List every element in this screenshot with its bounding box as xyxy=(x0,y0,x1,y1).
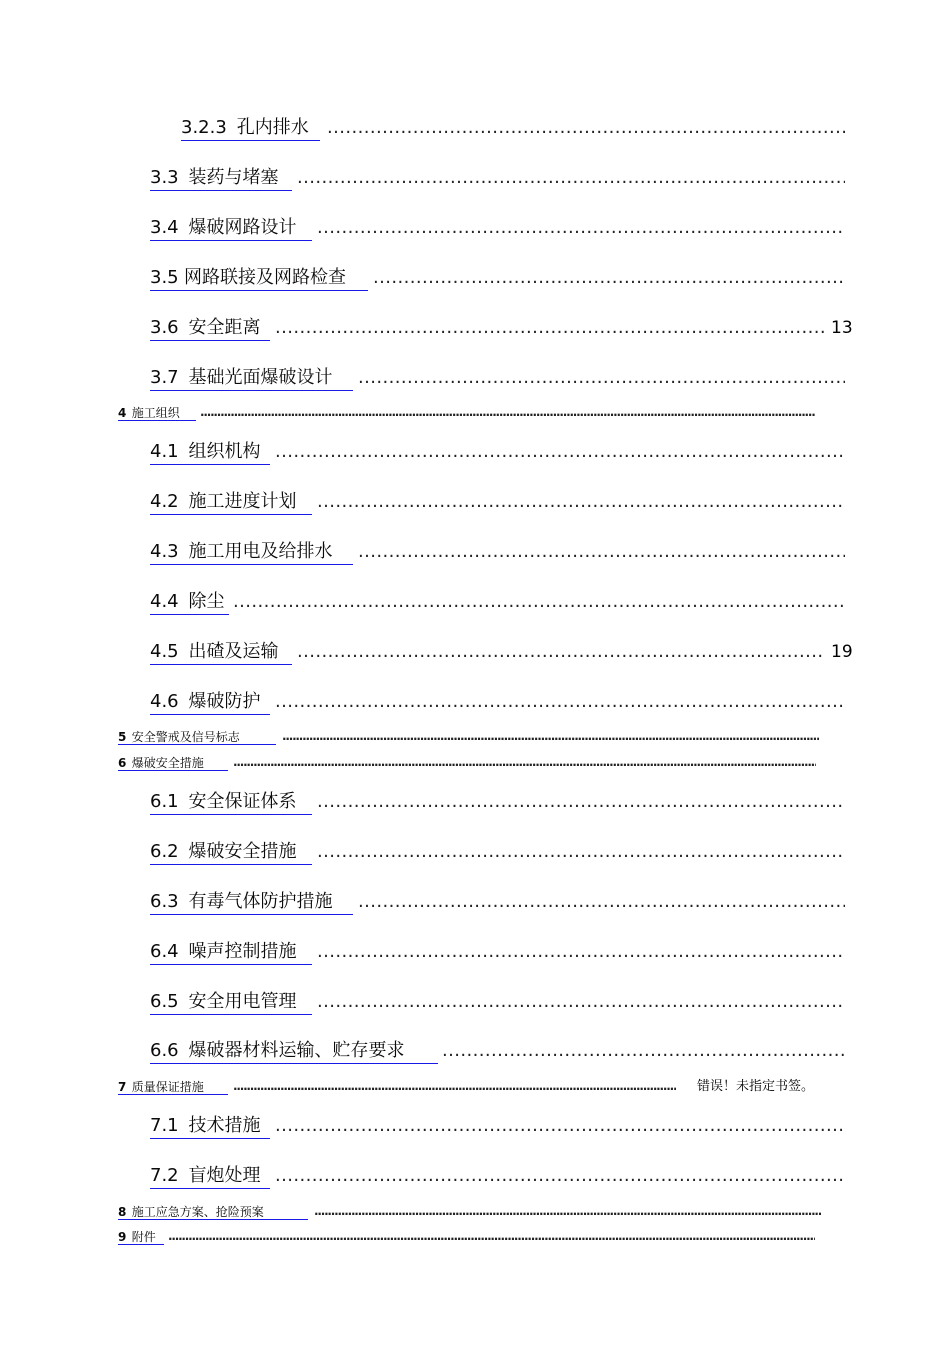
toc-link[interactable] xyxy=(150,269,368,291)
toc-leader xyxy=(297,169,845,187)
toc-title: 出碴及运输 xyxy=(188,641,279,662)
toc-link[interactable] xyxy=(150,319,270,341)
toc-title: 有毒气体防护措施 xyxy=(188,891,333,912)
toc-leader xyxy=(314,1205,821,1217)
toc-title: 施工组织 xyxy=(131,406,180,420)
toc-leader xyxy=(275,693,845,711)
toc-number: 4.1 xyxy=(150,441,179,462)
toc-page-error: 错误！未指定书签。 xyxy=(697,1079,815,1094)
toc-leader xyxy=(275,443,845,461)
toc-leader xyxy=(168,1230,815,1242)
toc-link[interactable] xyxy=(118,1206,308,1220)
toc-leader xyxy=(275,1167,845,1185)
toc-link[interactable] xyxy=(150,1117,270,1139)
toc-title: 孔内排水 xyxy=(236,117,309,138)
toc-number: 6.5 xyxy=(150,991,179,1012)
toc-number: 3.5 xyxy=(150,267,179,288)
toc-leader xyxy=(442,1042,845,1060)
toc-title: 基础光面爆破设计 xyxy=(188,367,333,388)
toc-title: 爆破安全措施 xyxy=(188,841,297,862)
toc-number: 6.6 xyxy=(150,1040,179,1061)
toc-link[interactable] xyxy=(150,369,353,391)
toc-number: 6 xyxy=(118,756,127,770)
toc-number: 7 xyxy=(118,1080,127,1094)
toc-link[interactable] xyxy=(150,543,353,565)
toc-leader xyxy=(373,269,843,287)
toc-number: 4.6 xyxy=(150,691,179,712)
toc-number: 6.3 xyxy=(150,891,179,912)
toc-link[interactable] xyxy=(150,593,229,615)
toc-number: 7.2 xyxy=(150,1165,179,1186)
toc-leader xyxy=(200,406,815,418)
toc-link[interactable] xyxy=(150,693,270,715)
toc-leader xyxy=(358,543,845,561)
toc-title: 质量保证措施 xyxy=(131,1080,204,1094)
toc-leader xyxy=(275,319,825,337)
toc-link[interactable] xyxy=(181,119,320,141)
toc-link[interactable] xyxy=(150,643,292,665)
toc-title: 噪声控制措施 xyxy=(188,941,297,962)
toc-leader xyxy=(233,593,845,611)
toc-number: 4.3 xyxy=(150,541,179,562)
toc-leader xyxy=(327,119,845,137)
toc-number: 3.2.3 xyxy=(181,117,227,138)
toc-leader xyxy=(317,843,845,861)
toc-leader xyxy=(317,493,845,511)
toc-link[interactable] xyxy=(150,493,312,515)
toc-link[interactable] xyxy=(150,1042,438,1064)
toc-title: 组织机构 xyxy=(188,441,261,462)
toc-title: 爆破安全措施 xyxy=(131,756,204,770)
toc-leader xyxy=(358,369,845,387)
toc-number: 3.4 xyxy=(150,217,179,238)
toc-page-number: 19 xyxy=(831,642,853,662)
toc-number: 9 xyxy=(118,1230,127,1244)
toc-number: 7.1 xyxy=(150,1115,179,1136)
toc-title: 安全警戒及信号标志 xyxy=(131,730,240,744)
toc-number: 4.4 xyxy=(150,591,179,612)
toc-link[interactable] xyxy=(150,443,270,465)
toc-link[interactable] xyxy=(150,793,312,815)
toc-number: 8 xyxy=(118,1205,127,1219)
toc-leader xyxy=(233,756,816,768)
toc-leader xyxy=(297,643,825,661)
toc-title: 安全保证体系 xyxy=(188,791,297,812)
toc-leader xyxy=(317,993,845,1011)
toc-leader xyxy=(233,1080,676,1092)
toc-number: 3.3 xyxy=(150,167,179,188)
toc-link[interactable] xyxy=(150,843,312,865)
toc-number: 4 xyxy=(118,406,127,420)
toc-link[interactable] xyxy=(150,169,292,191)
toc-title: 安全距离 xyxy=(188,317,261,338)
toc-title: 技术措施 xyxy=(188,1115,261,1136)
toc-title: 爆破器材料运输、贮存要求 xyxy=(188,1040,405,1061)
toc-link[interactable] xyxy=(150,893,353,915)
toc-number: 6.1 xyxy=(150,791,179,812)
toc-link[interactable] xyxy=(150,943,312,965)
toc-link[interactable] xyxy=(150,1167,270,1189)
toc-title: 施工用电及给排水 xyxy=(188,541,333,562)
toc-number: 6.4 xyxy=(150,941,179,962)
toc-title: 除尘 xyxy=(188,591,225,612)
toc-number: 3.6 xyxy=(150,317,179,338)
toc-number: 4.5 xyxy=(150,641,179,662)
toc-title: 爆破网路设计 xyxy=(188,217,297,238)
toc-leader xyxy=(317,943,845,961)
toc-title: 装药与堵塞 xyxy=(188,167,279,188)
toc-leader xyxy=(358,893,845,911)
toc-link[interactable] xyxy=(118,407,196,421)
toc-page-number: 13 xyxy=(831,318,853,338)
toc-link[interactable] xyxy=(150,993,312,1015)
toc-number: 4.2 xyxy=(150,491,179,512)
toc-title: 网路联接及网路检查 xyxy=(184,267,347,288)
toc-title: 附件 xyxy=(131,1230,156,1244)
toc-link[interactable] xyxy=(150,219,312,241)
toc-link[interactable] xyxy=(118,757,228,771)
toc-number: 6.2 xyxy=(150,841,179,862)
toc-link[interactable] xyxy=(118,1231,164,1245)
toc-title: 施工进度计划 xyxy=(188,491,297,512)
toc-title: 施工应急方案、抢险预案 xyxy=(131,1205,264,1219)
toc-leader xyxy=(275,1117,845,1135)
toc-link[interactable] xyxy=(118,731,276,745)
toc-leader xyxy=(317,219,845,237)
toc-number: 3.7 xyxy=(150,367,179,388)
toc-title: 爆破防护 xyxy=(188,691,261,712)
toc-number: 5 xyxy=(118,730,127,744)
toc-leader xyxy=(317,793,845,811)
toc-leader xyxy=(282,730,819,742)
toc-title: 盲炮处理 xyxy=(188,1165,261,1186)
toc-link[interactable] xyxy=(118,1081,228,1095)
toc-title: 安全用电管理 xyxy=(188,991,297,1012)
